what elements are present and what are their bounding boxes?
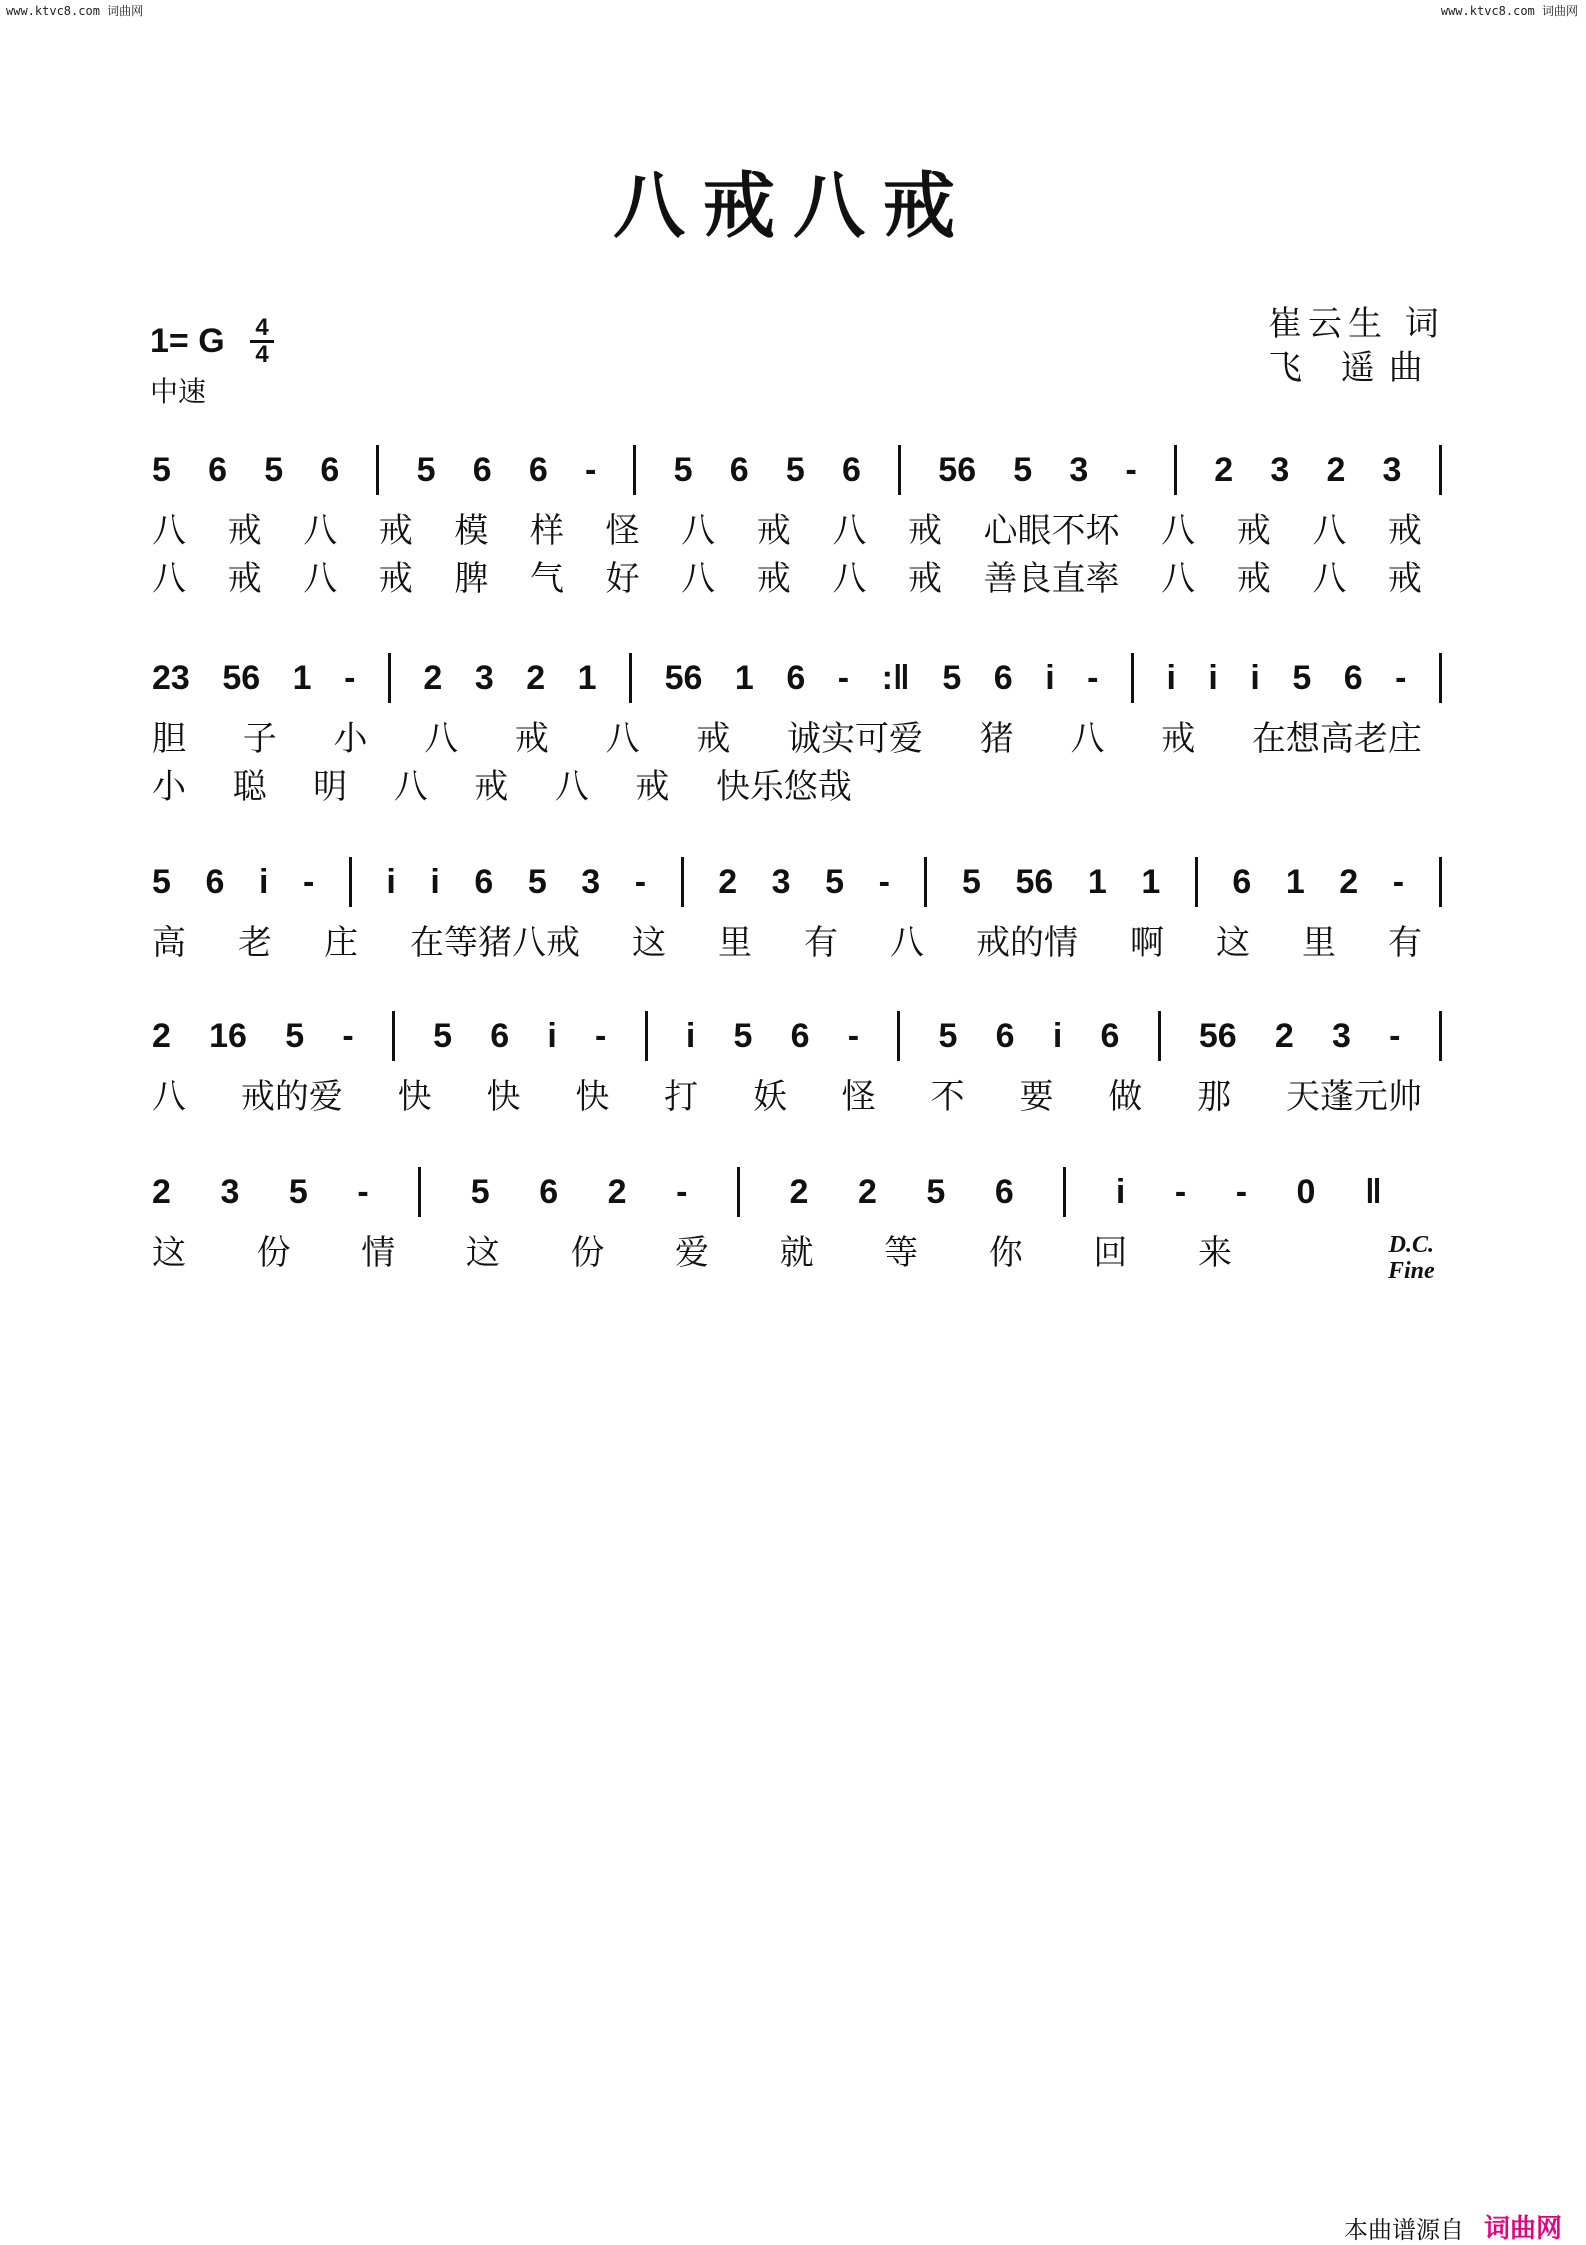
lyric-word: 八 [1070, 718, 1105, 759]
note: - [878, 862, 890, 901]
lyric-line [152, 914, 1422, 964]
barline [1439, 1011, 1442, 1061]
barline [645, 1011, 648, 1061]
note: 5 [416, 450, 436, 489]
note: 1 [1087, 862, 1107, 901]
lyric-word: 高 [152, 922, 186, 963]
barline [1195, 857, 1198, 907]
barline [1439, 857, 1442, 907]
lyric-word: 快乐悠哉 [715, 766, 852, 807]
note: 6 [994, 1172, 1014, 1211]
note: i [547, 1016, 557, 1055]
note: 5 [785, 450, 805, 489]
notation-row [152, 1006, 1442, 1066]
note: 6 [1100, 1016, 1120, 1055]
lyric-word: 等 [884, 1232, 919, 1273]
note: 56 [1015, 862, 1054, 901]
lyric-word: 明 [313, 766, 348, 807]
note: - [634, 862, 647, 901]
lyric-word: 戒 [635, 766, 670, 807]
note: 5 [285, 1016, 305, 1055]
note: i [1115, 1172, 1126, 1211]
lyric-word: 猪 [979, 718, 1014, 759]
note: 6 [841, 450, 861, 489]
note: 56 [664, 658, 703, 697]
lyric-word: 戒 [1387, 558, 1422, 599]
lyric-word: 老 [238, 922, 272, 963]
lyric-word: 有 [1388, 922, 1422, 963]
note: 1 [1141, 862, 1161, 901]
note: 56 [222, 658, 261, 697]
note: 6 [472, 450, 492, 489]
note: - [847, 1016, 860, 1055]
note: - [1389, 1016, 1401, 1055]
lyric-word: 八 [832, 558, 867, 599]
lyric-word: 气 [529, 558, 564, 599]
notation-row [152, 648, 1442, 708]
note: - [1174, 1172, 1187, 1211]
note: 6 [490, 1016, 510, 1055]
lyric-word: 小 [333, 718, 368, 759]
watermark-left: www.ktvc8.com 词曲网 [6, 4, 144, 18]
lyric-word: 脾 [454, 558, 489, 599]
note: 5 [673, 450, 693, 489]
note: 5 [527, 862, 547, 901]
notation-row [152, 1162, 1382, 1222]
note: i [1208, 658, 1218, 697]
lyric-word: 回 [1093, 1232, 1128, 1273]
note: 5 [264, 450, 284, 489]
lyric-word: 打 [664, 1076, 699, 1117]
lyric-word: 模 [454, 510, 489, 551]
lyric-word: 这 [1216, 922, 1250, 963]
note: 3 [220, 1172, 240, 1211]
lyric-word: 小 [152, 766, 186, 807]
lyric-word: 戒的爱 [240, 1076, 343, 1117]
note: 5 [470, 1172, 490, 1211]
lyric-word: 快 [575, 1076, 610, 1117]
lyric-word: 子 [242, 718, 277, 759]
lyric-line [152, 1224, 1232, 1274]
note: 5 [938, 1016, 958, 1055]
lyric-word: 快 [486, 1076, 521, 1117]
note: 5 [152, 862, 171, 901]
barline [388, 653, 391, 703]
notation-row [152, 440, 1442, 500]
lyric-word: 八 [890, 922, 924, 963]
lyric-line [152, 758, 852, 808]
lyric-word: 戒 [474, 766, 509, 807]
note: 0 [1296, 1172, 1316, 1211]
barline [376, 445, 379, 495]
lyric-word: 这 [465, 1232, 500, 1273]
lyric-word: 八 [152, 510, 186, 551]
dc-label: D.C. [1388, 1232, 1435, 1258]
lyric-word: 八 [832, 510, 867, 551]
lyric-word: 啊 [1130, 922, 1164, 963]
lyric-word: 里 [718, 922, 752, 963]
note: - [1125, 450, 1137, 489]
lyric-word: 怪 [605, 510, 640, 551]
note: 3 [1382, 450, 1402, 489]
lyric-word: 戒 [756, 558, 791, 599]
note: 3 [1332, 1016, 1351, 1055]
note: 5 [433, 1016, 453, 1055]
note: 2 [1339, 862, 1359, 901]
note: 5 [152, 450, 171, 489]
note: 6 [729, 450, 749, 489]
barline [1174, 445, 1177, 495]
lyric-line [152, 550, 1422, 600]
lyric-word: 善良直率 [983, 558, 1120, 599]
lyric-word: 样 [529, 510, 564, 551]
lyric-word: 好 [605, 558, 640, 599]
lyric-word: 戒 [1236, 558, 1271, 599]
lyric-word: 八 [681, 558, 716, 599]
lyric-word: 份 [256, 1232, 291, 1273]
dc-fine-marking [1388, 1232, 1435, 1284]
note: 2 [152, 1016, 171, 1055]
note: 2 [526, 658, 546, 697]
note: 1 [292, 658, 312, 697]
note: 6 [205, 862, 225, 901]
lyric-line [152, 502, 1422, 552]
note: 5 [1013, 450, 1033, 489]
note: 6 [790, 1016, 810, 1055]
lyric-word: 戒的情 [976, 922, 1078, 963]
note: 6 [1232, 862, 1252, 901]
note: - [1395, 658, 1407, 697]
lyric-word: 胆 [152, 718, 186, 759]
lyric-word: 八 [303, 558, 338, 599]
lyric-word: 聪 [232, 766, 267, 807]
note: - [1235, 1172, 1248, 1211]
lyric-word: 心眼不坏 [983, 510, 1120, 551]
lyric-word: 戒 [907, 558, 942, 599]
note: 6 [539, 1172, 559, 1211]
lyric-word: 戒 [227, 510, 262, 551]
lyric-word: 戒 [696, 718, 731, 759]
lyric-word: 戒 [514, 718, 549, 759]
lyric-word: 八 [303, 510, 338, 551]
footer-source-text: 本曲谱源自 [1344, 2216, 1464, 2244]
lyric-word: 在想高老庄 [1251, 718, 1422, 759]
barline [1131, 653, 1134, 703]
note: 6 [528, 450, 548, 489]
note: - [1087, 658, 1099, 697]
lyric-word: 八 [152, 1076, 186, 1117]
lyric-word: 八 [393, 766, 428, 807]
lyric-word: 戒 [1387, 510, 1422, 551]
lyric-line [152, 1068, 1422, 1118]
lyric-word: 要 [1019, 1076, 1054, 1117]
lyric-word: 八 [554, 766, 589, 807]
note: 3 [474, 658, 494, 697]
note: 5 [733, 1016, 753, 1055]
lyricist-credit: 崔云生 词 [1268, 304, 1445, 344]
note: i [1045, 658, 1055, 697]
lyric-word: 天蓬元帅 [1285, 1076, 1422, 1117]
note: 3 [581, 862, 601, 901]
lyric-word: 快 [397, 1076, 432, 1117]
time-signature-top: 4 [255, 314, 269, 341]
lyric-word: 戒 [378, 510, 413, 551]
lyric-word: 八 [424, 718, 459, 759]
note: 5 [1292, 658, 1312, 697]
lyric-word: 这 [152, 1232, 186, 1273]
note: 5 [962, 862, 981, 901]
barline [349, 857, 352, 907]
barline [1439, 445, 1442, 495]
note: i [1250, 658, 1260, 697]
lyric-word: 爱 [674, 1232, 709, 1273]
note: :‖ [881, 658, 910, 697]
lyric-word: 戒 [1161, 718, 1196, 759]
fine-label: Fine [1388, 1258, 1435, 1284]
lyric-word: 戒 [907, 510, 942, 551]
note: - [1392, 862, 1405, 901]
lyric-word: 你 [988, 1232, 1023, 1273]
lyric-word: 份 [570, 1232, 605, 1273]
lyric-word: 八 [681, 510, 716, 551]
note: 6 [993, 658, 1013, 697]
note: 5 [288, 1172, 308, 1211]
lyric-word: 戒 [756, 510, 791, 551]
lyric-word: 戒 [1236, 510, 1271, 551]
note: 3 [1270, 450, 1290, 489]
watermark-right: www.ktvc8.com 词曲网 [1440, 4, 1578, 18]
lyric-line [152, 710, 1422, 760]
barline [681, 857, 684, 907]
lyric-word: 怪 [841, 1076, 876, 1117]
note: - [302, 862, 315, 901]
note: - [837, 658, 850, 697]
lyric-word: 八 [152, 558, 186, 599]
lyric-word: 诚实可爱 [787, 718, 924, 759]
note: 2 [152, 1172, 171, 1211]
barline [898, 445, 901, 495]
lyric-word: 庄 [324, 922, 358, 963]
notation-row [152, 852, 1442, 912]
note: - [676, 1172, 688, 1211]
note: 56 [1198, 1016, 1237, 1055]
lyric-word: 不 [930, 1076, 965, 1117]
note: - [344, 658, 356, 697]
note: 6 [1343, 658, 1363, 697]
note: i [1166, 658, 1176, 697]
note: 5 [825, 862, 845, 901]
note: 23 [152, 658, 190, 697]
note: i [685, 1016, 696, 1055]
lyric-word: 在等猪八戒 [410, 922, 580, 963]
note: 2 [607, 1172, 627, 1211]
lyric-word: 八 [1312, 510, 1347, 551]
note: 16 [209, 1016, 247, 1055]
lyric-word: 八 [1161, 510, 1196, 551]
note: - [584, 450, 597, 489]
lyric-word: 就 [779, 1232, 814, 1273]
note: 2 [718, 862, 738, 901]
note: 56 [938, 450, 977, 489]
note: 2 [423, 658, 443, 697]
time-signature [247, 316, 277, 367]
lyric-word: 里 [1302, 922, 1336, 963]
barline [418, 1167, 421, 1217]
lyric-word: 妖 [752, 1076, 787, 1117]
lyric-word: 戒 [227, 558, 262, 599]
key-signature: 1= G [150, 322, 225, 360]
barline [924, 857, 927, 907]
note: i [430, 862, 440, 901]
barline [1439, 653, 1442, 703]
lyric-word: 来 [1197, 1232, 1232, 1273]
barline [392, 1011, 395, 1061]
note: 3 [1069, 450, 1089, 489]
lyric-word: 八 [605, 718, 640, 759]
note: - [595, 1016, 607, 1055]
barline [1063, 1167, 1066, 1217]
note: 1 [734, 658, 754, 697]
lyric-word: 做 [1108, 1076, 1143, 1117]
note: 3 [771, 862, 791, 901]
note: 6 [786, 658, 806, 697]
lyric-word: 戒 [378, 558, 413, 599]
note: 2 [789, 1172, 809, 1211]
note: i [1052, 1016, 1063, 1055]
note: 1 [577, 658, 597, 697]
note: 6 [995, 1016, 1015, 1055]
note: 2 [857, 1172, 877, 1211]
lyric-word: 这 [632, 922, 666, 963]
barline [1158, 1011, 1161, 1061]
note: 1 [1285, 862, 1305, 901]
footer-site-name: 词曲网 [1484, 2214, 1563, 2244]
barline [633, 445, 636, 495]
note: - [357, 1172, 369, 1211]
time-signature-bottom: 4 [255, 341, 269, 368]
note: 6 [320, 450, 340, 489]
composer-credit: 飞 遥曲 [1268, 348, 1437, 388]
note: 2 [1274, 1016, 1294, 1055]
note: 5 [942, 658, 962, 697]
note: 2 [1326, 450, 1346, 489]
song-title: 八戒八戒 [612, 163, 973, 248]
barline [629, 653, 632, 703]
lyric-word: 那 [1197, 1076, 1232, 1117]
note: - [342, 1016, 354, 1055]
barline [897, 1011, 900, 1061]
note: 5 [926, 1172, 946, 1211]
lyric-word: 有 [804, 922, 838, 963]
note: ‖ [1365, 1172, 1382, 1211]
tempo-marking: 中速 [150, 376, 207, 407]
note: 2 [1214, 450, 1234, 489]
lyric-word: 情 [361, 1232, 396, 1273]
lyric-word: 八 [1312, 558, 1347, 599]
note: 6 [474, 862, 494, 901]
lyric-word: 八 [1161, 558, 1196, 599]
note: i [258, 862, 269, 901]
barline [737, 1167, 740, 1217]
note: i [386, 862, 396, 901]
note: 6 [208, 450, 228, 489]
